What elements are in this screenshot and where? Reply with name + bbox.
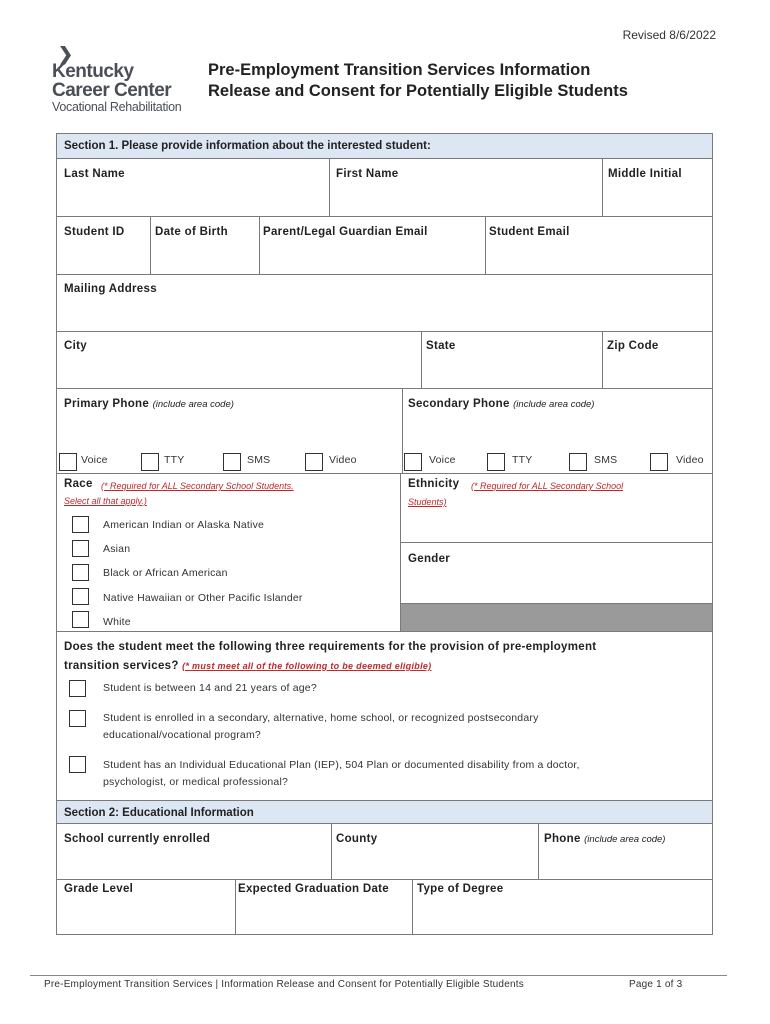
- primary-video-label: Video: [329, 454, 357, 466]
- title-line-1: Pre-Employment Transition Services Information: [208, 61, 591, 79]
- city-field[interactable]: City: [64, 340, 87, 352]
- title-line-2: Release and Consent for Potentially Eligible Students: [208, 82, 628, 100]
- primary-tty-checkbox[interactable]: [141, 453, 159, 471]
- requirement-disability-text: [103, 757, 580, 791]
- ethnicity-required-note-1: (* Required for ALL Secondary School: [471, 481, 624, 491]
- race-option: White: [103, 616, 131, 628]
- requirement-enrolled-checkbox[interactable]: [69, 710, 86, 727]
- primary-phone-label: Primary Phone: [64, 398, 150, 410]
- race-checkbox[interactable]: [72, 516, 89, 533]
- school-field[interactable]: School currently enrolled: [64, 833, 211, 845]
- requirements-question-2: [64, 659, 431, 674]
- secondary-phone-note: (include area code): [513, 399, 595, 410]
- race-option: American Indian or Alaska Native: [103, 519, 265, 531]
- state-field[interactable]: State: [426, 340, 456, 352]
- race-checkbox[interactable]: [72, 588, 89, 605]
- graduation-date-field[interactable]: Expected Graduation Date: [238, 883, 389, 895]
- chevron-logo-icon: ❯: [58, 44, 74, 64]
- divider: [602, 331, 603, 388]
- mailing-address-field[interactable]: Mailing Address: [64, 283, 157, 295]
- secondary-voice-label: Voice: [429, 454, 456, 466]
- divider: [235, 879, 236, 935]
- grade-level-field[interactable]: Grade Level: [64, 883, 134, 895]
- gender-field[interactable]: Gender: [408, 553, 451, 565]
- divider: [538, 824, 539, 879]
- divider: [602, 159, 603, 216]
- race-required-note-2: Select all that apply.): [64, 496, 147, 506]
- primary-voice-checkbox[interactable]: [59, 453, 77, 471]
- section-2-heading: Section 2: Educational Information: [57, 800, 712, 824]
- school-phone-field[interactable]: [544, 833, 665, 845]
- secondary-phone-label: Secondary Phone: [408, 398, 510, 410]
- race-checkbox[interactable]: [72, 564, 89, 581]
- shaded-cell: [401, 604, 712, 631]
- race-option: Asian: [103, 543, 131, 555]
- middle-initial-field[interactable]: Middle Initial: [608, 168, 682, 180]
- secondary-sms-label: SMS: [594, 454, 618, 466]
- divider: [57, 388, 712, 389]
- ethnicity-required-note-2: Students): [408, 497, 447, 507]
- secondary-tty-checkbox[interactable]: [487, 453, 505, 471]
- requirement-enrolled-line-2: educational/vocational program?: [103, 729, 261, 741]
- requirement-disability-line-2: psychologist, or medical professional?: [103, 776, 289, 788]
- race-required-note-1: (* Required for ALL Secondary School Students.: [101, 481, 294, 491]
- student-email-field[interactable]: Student Email: [489, 226, 570, 238]
- dob-field[interactable]: Date of Birth: [155, 226, 228, 238]
- divider: [329, 159, 330, 216]
- county-field[interactable]: County: [336, 833, 378, 845]
- divider: [259, 216, 260, 274]
- logo-line-3: Vocational Rehabilitation: [52, 100, 182, 114]
- race-checkbox[interactable]: [72, 540, 89, 557]
- divider: [57, 331, 712, 332]
- primary-phone-field[interactable]: [64, 398, 234, 410]
- secondary-voice-checkbox[interactable]: [404, 453, 422, 471]
- kcc-logo: [52, 46, 181, 114]
- degree-type-field[interactable]: Type of Degree: [417, 883, 504, 895]
- guardian-email-field[interactable]: Parent/Legal Guardian Email: [263, 226, 428, 238]
- race-option: Native Hawaiian or Other Pacific Islander: [103, 592, 303, 604]
- consent-form: [56, 133, 713, 935]
- footer-title: Pre-Employment Transition Services | Information Release and Consent for Potentially Eligible Students: [44, 979, 524, 990]
- primary-sms-checkbox[interactable]: [223, 453, 241, 471]
- divider: [57, 631, 712, 632]
- secondary-sms-checkbox[interactable]: [569, 453, 587, 471]
- divider: [400, 542, 712, 543]
- first-name-field[interactable]: First Name: [336, 168, 399, 180]
- primary-tty-label: TTY: [164, 454, 185, 466]
- divider: [402, 388, 403, 473]
- secondary-video-checkbox[interactable]: [650, 453, 668, 471]
- student-id-field[interactable]: Student ID: [64, 226, 125, 238]
- secondary-phone-field[interactable]: [408, 398, 594, 410]
- primary-voice-label: Voice: [81, 454, 108, 466]
- school-phone-note: (include area code): [584, 834, 666, 845]
- requirement-enrolled-text: [103, 710, 539, 744]
- divider: [331, 824, 332, 879]
- requirement-age-text: Student is between 14 and 21 years of age?: [103, 682, 317, 694]
- divider: [57, 473, 712, 474]
- divider: [421, 331, 422, 388]
- divider: [57, 879, 712, 880]
- footer-divider: [30, 975, 727, 976]
- race-checkbox[interactable]: [72, 611, 89, 628]
- secondary-video-label: Video: [676, 454, 704, 466]
- requirement-age-checkbox[interactable]: [69, 680, 86, 697]
- primary-video-checkbox[interactable]: [305, 453, 323, 471]
- divider: [412, 879, 413, 935]
- logo-line-1: Kentucky: [52, 61, 134, 82]
- zip-field[interactable]: Zip Code: [607, 340, 659, 352]
- primary-phone-note: (include area code): [152, 399, 234, 410]
- race-label: Race: [64, 478, 93, 490]
- divider: [57, 274, 712, 275]
- ethnicity-label: Ethnicity: [408, 478, 460, 490]
- divider: [150, 216, 151, 274]
- school-phone-label: Phone: [544, 833, 581, 845]
- race-option: Black or African American: [103, 567, 228, 579]
- requirements-question-2-text: transition services?: [64, 660, 179, 672]
- last-name-field[interactable]: Last Name: [64, 168, 125, 180]
- secondary-tty-label: TTY: [512, 454, 533, 466]
- requirement-disability-line-1: Student has an Individual Educational Plan (IEP), 504 Plan or documented disability from a doctor,: [103, 759, 580, 771]
- requirement-enrolled-line-1: Student is enrolled in a secondary, alternative, home school, or recognized postsecondary: [103, 712, 539, 724]
- revised-date: Revised 8/6/2022: [622, 28, 716, 42]
- divider: [57, 216, 712, 217]
- requirements-note: (* must meet all of the following to be deemed eligible): [182, 661, 432, 671]
- requirements-question-1: Does the student meet the following three requirements for the provision of pre-employment: [64, 641, 597, 653]
- divider: [485, 216, 486, 274]
- requirement-disability-checkbox[interactable]: [69, 756, 86, 773]
- page-number: Page 1 of 3: [629, 979, 683, 990]
- primary-sms-label: SMS: [247, 454, 271, 466]
- logo-line-2: Career Center: [52, 80, 172, 101]
- page-title: [208, 60, 628, 102]
- section-1-heading: Section 1. Please provide information about the interested student:: [57, 134, 712, 159]
